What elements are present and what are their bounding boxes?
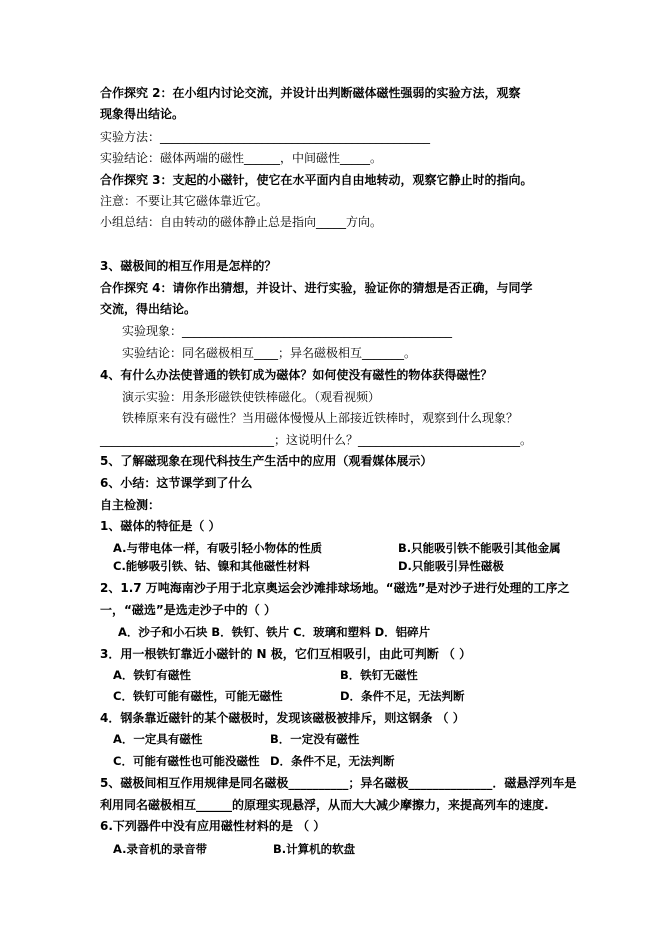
question-6: 6.下列器件中没有应用磁性材料的是 （ ）: [100, 819, 326, 833]
q1-option-b: B.只能吸引铁不能吸引其他金属: [398, 541, 561, 555]
explore3-line: 合作探究 3：支起的小磁针，使它在水平面内自由地转动，观察它静止时的指向。: [100, 173, 533, 187]
q3-option-d: D．条件不足，无法判断: [340, 689, 465, 703]
question-1: 1、磁体的特征是（ ）: [100, 519, 221, 533]
method-line: 实验方法：_____________________________________________: [100, 130, 431, 144]
q1-option-a: A.与带电体一样，有吸引轻小物体的性质: [113, 541, 322, 555]
question-2-line1: 2、1.7 万吨海南沙子用于北京奥运会沙滩排球场地。“磁选”是对沙子进行处理的工序之: [100, 581, 570, 595]
question-5-line1: 5、磁极间相互作用规律是同名磁极__________；异名磁极______________．磁悬浮列车是: [100, 776, 577, 790]
section5-title: 5、了解磁现象在现代科技生产生活中的应用（观看媒体展示）: [100, 454, 433, 468]
iron-blank-line: _____________________________；这说明什么？___________________________。: [100, 433, 533, 447]
explore4-line2: 交流，得出结论。: [100, 302, 197, 316]
question-3: 3．用一根铁钉靠近小磁针的 N 极，它们互相吸引，由此可判断 （ ）: [100, 647, 472, 661]
q6-option-b: B.计算机的软盘: [273, 842, 356, 856]
question-5-line2: 利用同名磁极相互______的原理实现悬浮，从而大大减少摩擦力，来提高列车的速度.: [100, 798, 549, 812]
explore2-line1: 合作探究 2：在小组内讨论交流，并设计出判断磁体磁性强弱的实验方法，观察: [100, 86, 521, 100]
q4-option-a: A．一定具有磁性: [113, 732, 203, 746]
section4-title: 4、有什么办法使普通的铁钉成为磁体？如何使没有磁性的物体获得磁性？: [100, 368, 493, 382]
self-check-heading: 自主检测：: [100, 498, 161, 512]
q3-option-b: B．铁钉无磁性: [340, 668, 418, 682]
section6-title: 6、小结：这节课学到了什么: [100, 476, 253, 490]
q6-option-a: A.录音机的录音带: [113, 842, 207, 856]
question-4: 4．钢条靠近磁针的某个磁极时，发现该磁极被排斥，则这钢条 （ ）: [100, 711, 465, 725]
q3-option-a: A．铁钉有磁性: [113, 668, 191, 682]
q3-option-c: C．铁钉可能有磁性，可能无磁性: [113, 689, 283, 703]
question-2-line2: 一，“磁选”是选走沙子中的（ ）: [100, 603, 276, 617]
q4-option-b: B．一定没有磁性: [270, 732, 360, 746]
q1-option-d: D.只能吸引异性磁极: [398, 559, 504, 573]
conclusion2-line: 实验结论：同名磁极相互____；异名磁极相互_______。: [122, 346, 417, 360]
iron-question-line: 铁棒原来有没有磁性？当用磁体慢慢从上部接近铁棒时，观察到什么现象？: [122, 411, 519, 425]
section3-title: 3、磁极间的相互作用是怎样的？: [100, 259, 277, 273]
q4-option-c: C．可能有磁性也可能没磁性: [113, 754, 260, 768]
explore2-line2: 现象得出结论。: [100, 107, 185, 121]
phenomenon-line: 实验现象：_____________________________________________: [122, 324, 453, 338]
q1-option-c: C.能够吸引铁、钴、镍和其他磁性材料: [113, 559, 310, 573]
q4-option-d: D．条件不足，无法判断: [270, 754, 395, 768]
demo-line: 演示实验：用条形磁铁使铁棒磁化。（观看视频）: [122, 390, 381, 404]
summary-line: 小组总结：自由转动的磁体静止总是指向_____方向。: [100, 215, 383, 229]
explore4-line1: 合作探究 4：请你作出猜想，并设计、进行实验，验证你的猜想是否正确，与同学: [100, 281, 533, 295]
conclusion-line: 实验结论：磁体两端的磁性______，中间磁性_____。: [100, 151, 383, 165]
q2-options: A．沙子和小石块 B．铁钉、铁片 C．玻璃和塑料 D．铝碎片: [118, 625, 431, 639]
note-line: 注意：不要让其它磁体靠近它。: [100, 194, 269, 208]
